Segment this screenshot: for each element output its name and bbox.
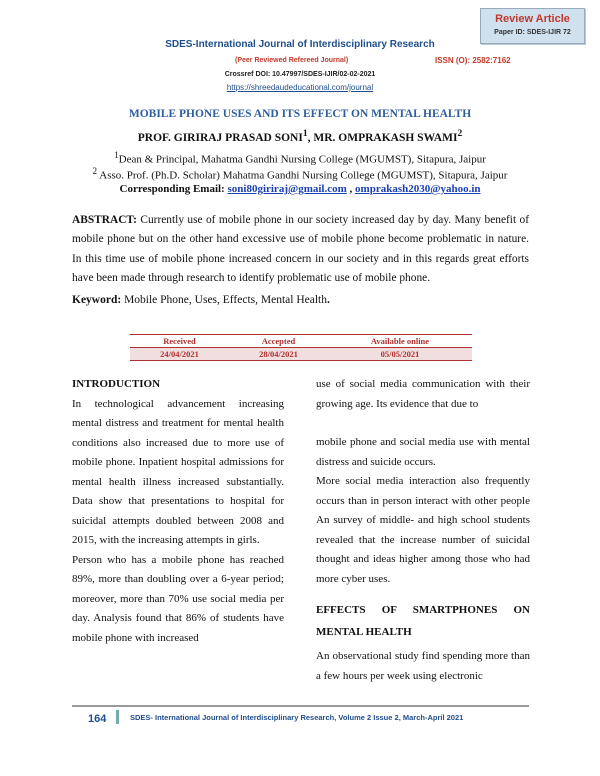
right-column: [316, 375, 530, 686]
article-title: MOBILE PHONE USES AND ITS EFFECT ON MENTAL HEALTH: [128, 108, 472, 120]
affiliation-2-sup: 2: [92, 166, 98, 176]
accepted-header: Accepted: [229, 335, 328, 348]
email-link-2[interactable]: omprakash2030@yahoo.in: [355, 183, 481, 195]
review-article-label: Review Article: [495, 13, 570, 25]
right-paragraph-2: mobile phone and social media use with mental distress and suicide occurs.: [316, 436, 530, 468]
footer-separator-bar: [116, 710, 119, 724]
issn: ISSN (O): 2582:7162: [435, 56, 511, 65]
email-link-1[interactable]: soni80giriraj@gmail.com: [227, 183, 347, 195]
journal-name: SDES-International Journal of Interdisciplinary Research: [165, 39, 435, 50]
keywords: [72, 294, 330, 306]
introduction-heading: INTRODUCTION: [72, 378, 161, 390]
right-paragraph-3: More social media interaction also frequently occurs than in person interact with other people An survey of middle- and high school students revealed that the increase number of suicidal thought and ideas higher among those who had more cyber uses.: [316, 475, 530, 585]
author-separator: , MR. OMPRAKASH SWAMI: [307, 131, 458, 144]
available-online-header: Available online: [328, 335, 472, 348]
authors: [0, 128, 600, 144]
abstract-text: Currently use of mobile phone in our society increased day by day. Many benefit of mobile phone but on the other hand excessive use of mobile phone become problematic in nature. In this time use of mobile phone increased concern in our society and in this regards great efforts have been made through research to identify problematic use of mobile phone.: [72, 214, 529, 284]
effects-heading: EFFECTS OF SMARTPHONES ON MENTAL HEALTH: [316, 604, 530, 638]
email-separator: ,: [346, 183, 356, 195]
affiliation-1: [0, 150, 600, 166]
affiliation-1-text: Dean & Principal, Mahatma Gandhi Nursing College (MGUMST), Sitapura, Jaipur: [118, 153, 486, 166]
footer-citation: SDES- International Journal of Interdisciplinary Research, Volume 2 Issue 2, March-April 2021: [130, 713, 464, 722]
affiliation-2-text: Asso. Prof. (Ph.D. Scholar) Mahatma Gandhi Nursing College (MGUMST), Sitapura, Jaipur: [97, 169, 508, 182]
peer-review-note: (Peer Reviewed Refereed Journal): [235, 57, 349, 64]
intro-paragraph-1: In technological advancement increasing mental distress and treatment for mental health conditions also increased due to more use of mobile phone. Inpatient hospital admissions for mental health illness increased substantially. Data show that presentations to hospital for suicidal attempts doubled between 2008 and 2015, with the increasing attempts in girls.: [72, 397, 284, 546]
received-header: Received: [130, 335, 229, 348]
accepted-date: 28/04/2021: [229, 348, 328, 361]
corresponding-email: [0, 183, 600, 195]
paper-id: Paper ID: SDES-IJIR 72: [494, 29, 571, 36]
footer-divider: [72, 705, 529, 707]
affiliation-1-sup: 1: [114, 150, 119, 160]
keyword-text: Mobile Phone, Uses, Effects, Mental Health: [121, 294, 327, 306]
right-paragraph-4: An observational study find spending more than a few hours per week using electronic: [316, 650, 530, 682]
corresponding-email-label: Corresponding Email:: [119, 183, 225, 195]
page-number: 164: [88, 713, 107, 725]
keyword-label: Keyword:: [72, 294, 122, 306]
right-paragraph-1: use of social media communication with their growing age. Its evidence that due to: [316, 378, 530, 410]
author-1: PROF. GIRIRAJ PRASAD SONI: [137, 131, 303, 144]
crossref-doi: Crossref DOI: 10.47997/SDES-IJIR/02-02-2021: [224, 71, 376, 78]
keyword-end: .: [326, 294, 330, 306]
author-2-sup: 2: [457, 128, 463, 139]
abstract-label: ABSTRACT:: [72, 214, 137, 226]
affiliation-2: [0, 166, 600, 182]
dates-table: [130, 334, 472, 361]
abstract: [72, 211, 529, 288]
left-column: [72, 375, 284, 648]
received-date: 24/04/2021: [130, 348, 229, 361]
intro-paragraph-2: Person who has a mobile phone has reached 89%, more than doubling over a 6-year period; moreover, more than 70% use social media per day. Analysis found that 86% of students have mobile phone with increased: [72, 553, 284, 644]
author-1-sup: 1: [302, 128, 308, 139]
journal-url-link[interactable]: https://shreedaudeducational.com/journal: [226, 83, 374, 92]
available-online-date: 05/05/2021: [328, 348, 472, 361]
